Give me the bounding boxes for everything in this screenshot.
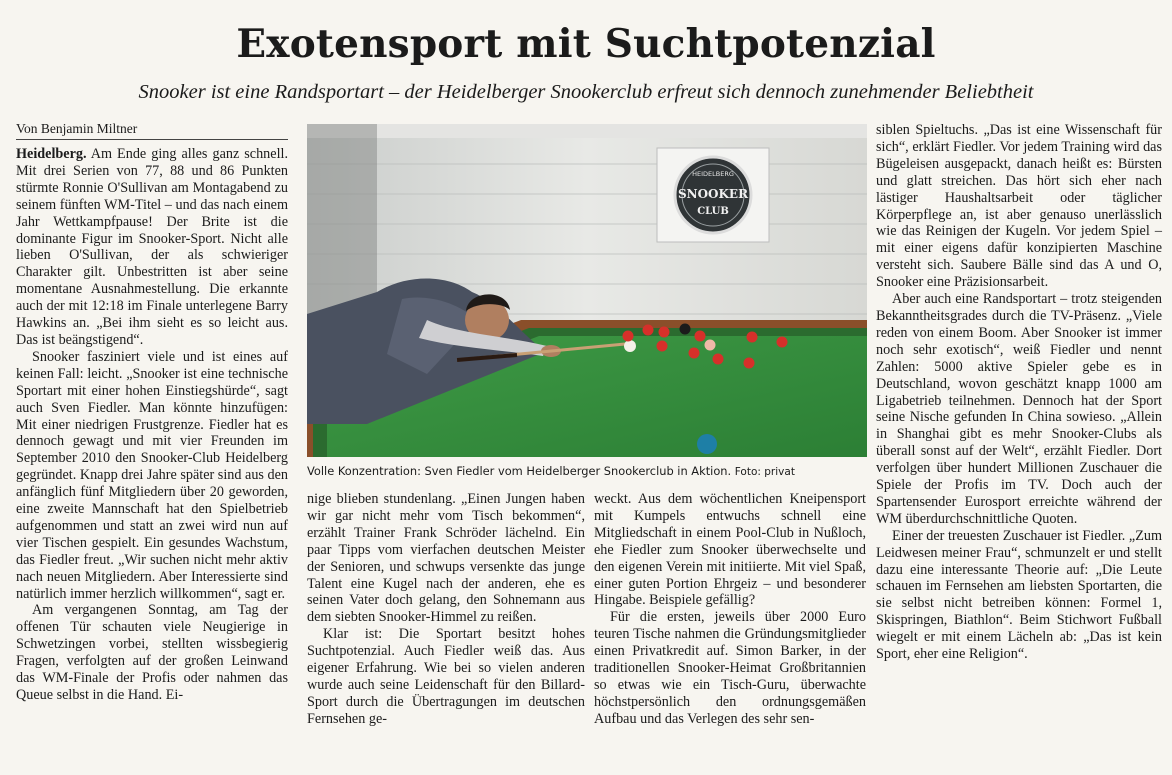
sign-club-word: CLUB: [697, 206, 729, 217]
paragraph: Klar ist: Die Sportart besitzt hohes Suchtpotenzial. Auch Fiedler weiß das. Aus eigener Erfahrung. Wie bei so vielen anderen wurde auch seine Leidenschaft für den Billard-Sport durch die Übertragungen im deutschen Fernsehen ge-: [307, 626, 585, 727]
article-byline: Von Benjamin Miltner: [16, 120, 288, 140]
paragraph: weckt. Aus dem wöchentlichen Kneipensport mit Kumpels entwuchs schnell eine Mitgliedschaft in einem Pool-Club in Nußloch, ehe Fiedler zum Snooker überwechselte und den eigenen Verein mit initiierte. Mit viel Spaß, einer guten Portion Ehrgeiz – und besonderer Hingabe. Beispiele gefällig?: [594, 491, 866, 609]
paragraph: nige blieben stundenlang. „Einen Jungen haben wir gar nicht mehr vom Tisch bekommen“, erzählt Trainer Frank Schröder lächelnd. Ein paar Tipps vom vierfachen deutschen Meister der Senioren, und schwups versenkte das junge Talent eine Kugel nach der anderen, ehe es seinen Vater doch gelang, den Sohnemann aus dem siebten Snooker-Himmel zu reißen.: [307, 491, 585, 626]
caption-text: Volle Konzentration: Sven Fiedler vom Heidelberger Snookerclub in Aktion.: [307, 464, 732, 478]
paragraph: Am vergangenen Sonntag, am Tag der offenen Tür schauten viele Neugierige in Schwetzingen vorbei, stellten wissbegierig Fragen, verfolgten auf der großen Leinwand das WM-Finale der Profis oder nahmen das Queue selbst in die Hand. Ei-: [16, 602, 288, 703]
article-subheadline: Snooker ist eine Randsportart – der Heidelberger Snookerclub erfreut sich dennoch zunehmender Beliebtheit: [138, 81, 1034, 103]
photo-caption: [307, 463, 867, 480]
dateline: Heidelberg.: [16, 146, 87, 162]
paragraph: Einer der treuesten Zuschauer ist Fiedler. „Zum Leidwesen meiner Frau“, schmunzelt er und stellt dazu eine interessante Theorie auf: „Die Leute schauen im Fernsehen am liebsten Sportarten, die sie selbst nicht betreiben können: Formel 1, Skispringen, Biathlon“. Beim Stichwort Fußball wiegelt er mit einem Lächeln ab: „Das ist kein Sport, eher eine Religion“.: [876, 527, 1162, 663]
text-column-1: [16, 146, 288, 704]
paragraph: Für die ersten, jeweils über 2000 Euro teuren Tische nahmen die Gründungsmitglieder einen Privatkredit auf. Simon Barker, in der traditionellen Snooker-Heimat Großbritannien so etwas wie ein Tisch-Guru, überwachte höchstpersönlich den ordnungsgemäßen Aufbau und das Verlegen des sehr sen-: [594, 609, 866, 727]
sign-club-city: HEIDELBERG: [692, 170, 734, 178]
paragraph: Aber auch eine Randsportart – trotz steigenden Bekanntheitsgrades durch die TV-Präsenz. „Viele reden von einem Boom. Aber Snooker ist immer noch sehr exotisch“, weiß Fiedler und nennt Zahlen: 5000 aktive Spieler gebe es in Deutschland, wovon geschätzt knapp 1000 am Ligabetrieb teilnehmen. Dennoch hat der Sport seine Nische gefunden In China sowieso. „Allein in Shanghai gibt es mehr Snooker-Clubs als überall sonst auf der Welt“, erzählt Fiedler. Dort verfolgen über hundert Millionen Zuschauer die Spiele der Profis im TV. Doch auch der Spartensender Eurosport erreichte während der WM überdurchschnittliche Quoten.: [876, 291, 1162, 527]
text-column-3: [594, 491, 866, 728]
article-headline: Exotensport mit Suchtpotenzial: [236, 21, 936, 67]
photo-credit: Foto: privat: [734, 466, 795, 478]
text-column-4: [876, 122, 1162, 663]
lead-paragraph: [16, 146, 288, 349]
paragraph-text: Am Ende ging alles ganz schnell. Mit drei Serien von 77, 88 und 86 Punkten stürmte Ronnie O'Sullivan am Montagabend zu seinem fünften WM-Titel – und das nach einem Jahr Wettkampfpause! Der Brite ist die dominante Figur im Snooker-Sport. Nicht alle lieben O'Sullivan, der als schwieriger Charakter gilt. Unbestritten ist aber seine momentane Ausnahmestellung. Die erkannte auch der mit 12:18 im Finale unterlegene Barry Hawkins an. „Bei ihm sieht es so leicht aus. Das ist beängstigend“.: [16, 146, 288, 348]
text-column-2: [307, 491, 585, 728]
snooker-player-photo: [307, 124, 867, 457]
paragraph: Snooker fasziniert viele und ist eines auf keinen Fall: leicht. „Snooker ist eine technische Sportart mit einer hohen Einstiegshürde“, sagt auch Sven Fiedler. Man könnte hinzufügen: Mit einer niedrigen Frustgrenze. Fiedler hat es dennoch gewagt und mit vier Freunden im September 2010 den Snooker-Club Heidelberg gegründet. Knapp drei Jahre später sind aus den anfänglich fünf Mitgliedern über 20 geworden, eine zweite Mannschaft hat den Spielbetrieb aufgenommen und statt an zwei wird nun auf vier Tischen gespielt. Ein gesundes Wachstum, das Fiedler freut. „Wir suchen nicht mehr aktiv nach neuen Mitgliedern. Aber Interessierte sind natürlich immer herzlich willkommen“, sagt er.: [16, 348, 288, 602]
sign-club-name: SNOOKER: [677, 187, 749, 201]
paragraph: siblen Spieltuchs. „Das ist eine Wissenschaft für sich“, erklärt Fiedler. Vor jedem Training wird das Bügeleisen ausgepackt, danach heißt es: Bürsten und glatt streichen. Das hört sich eher nach lästiger Haushaltsarbeit oder täglicher Körperpflege an, ist aber genauso unerlässlich wie das Reinigen der Kugeln. Vor jedem Spiel – mit einer eigens dafür konzipierten Maschine versteht sich. Saubere Bälle sind das A und O, Snooker eine Präzisionsarbeit.: [876, 122, 1162, 291]
article-photo: [307, 124, 867, 457]
